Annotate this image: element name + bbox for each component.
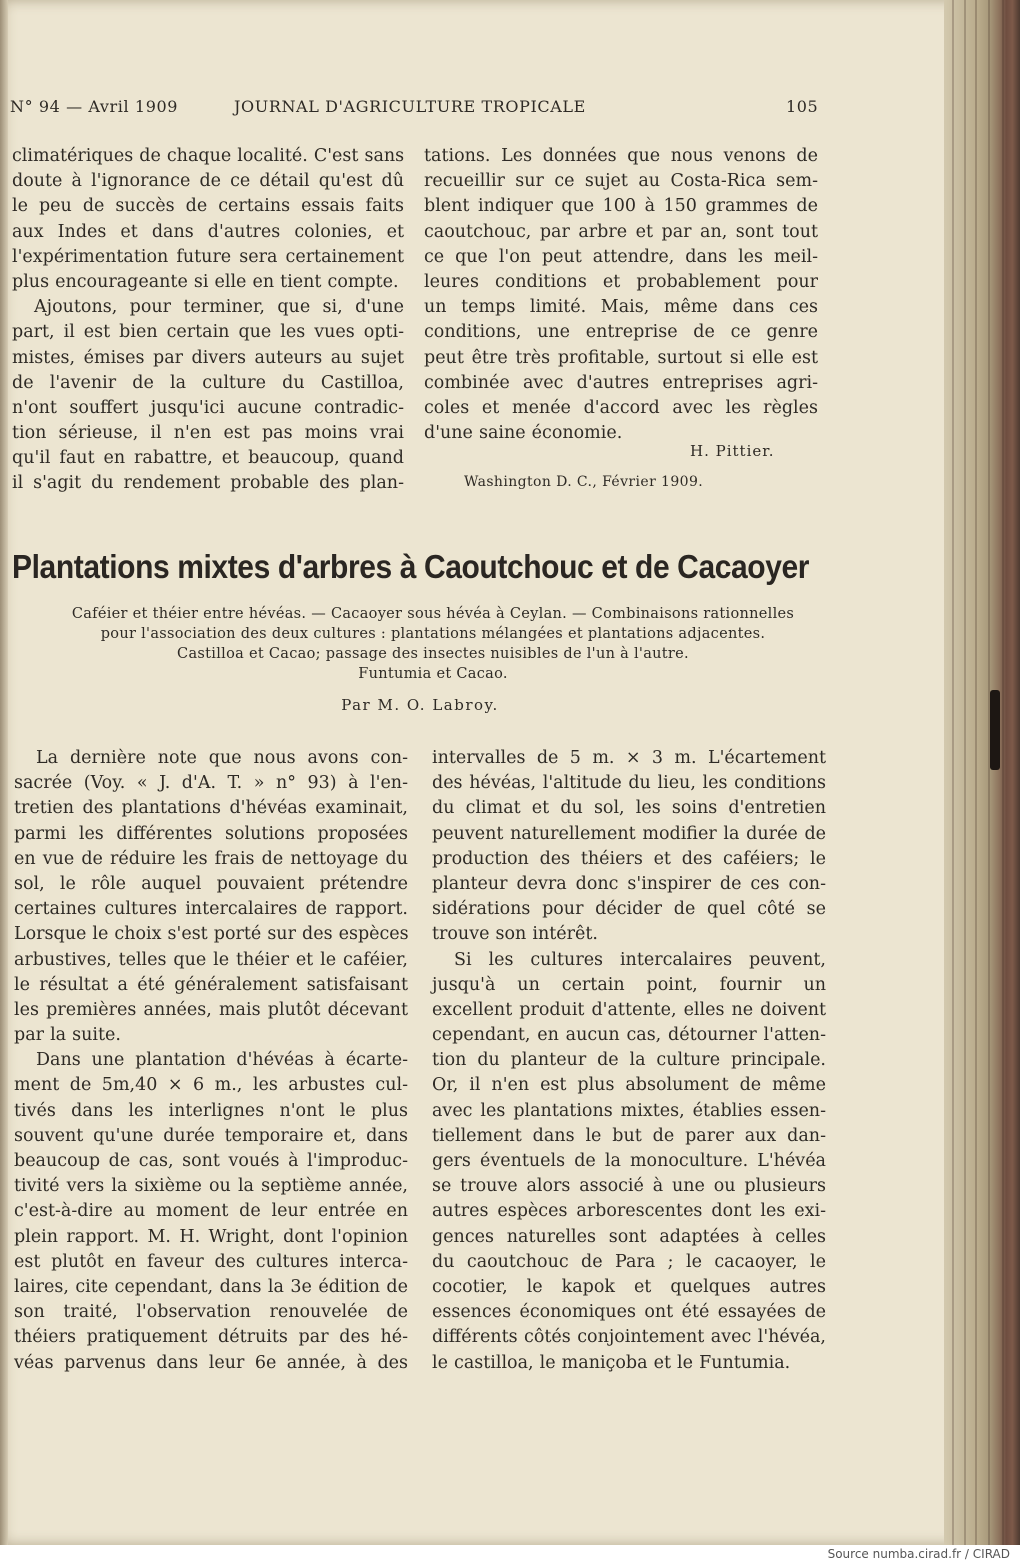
text-line: souvent qu'une durée temporaire et, dans xyxy=(14,1125,408,1146)
text-line: les premières années, mais plutôt décevant xyxy=(14,999,408,1020)
text-line: certaines cultures intercalaires de rapport. xyxy=(14,899,408,920)
body-right-column xyxy=(432,746,826,1376)
text-line: La dernière note que nous avons con- xyxy=(36,748,408,768)
text-line: ce que l'on peut attendre, dans les meil- xyxy=(424,246,818,267)
text-line: combinée avec d'autres entreprises agri- xyxy=(424,372,818,393)
text-line: mistes, émises par divers auteurs au sujet xyxy=(12,347,404,368)
text-line: jusqu'à un certain point, fournir un xyxy=(432,974,826,995)
text-line: le résultat a été généralement satisfaisant xyxy=(14,974,408,995)
text-line: se trouve alors associé à une ou plusieurs xyxy=(432,1176,826,1197)
subtitle-line: Caféier et théier entre hévéas. — Cacaoyer sous hévéa à Ceylan. — Combinaisons rationnelles xyxy=(71,606,795,622)
text-line: planteur devra donc s'inspirer de ces con- xyxy=(432,873,826,894)
text-line: Dans une plantation d'hévéas à écarte- xyxy=(36,1050,408,1071)
text-line: n'ont souffert jusqu'ici aucune contradic- xyxy=(12,397,404,418)
book-edge xyxy=(944,0,1020,1545)
text-line: peuvent naturellement modifier la durée de xyxy=(432,823,826,844)
text-line: tion sérieuse, il n'en est pas moins vrai xyxy=(12,423,404,444)
text-line: il s'agit du rendement probable des plan- xyxy=(12,473,404,494)
text-line: différents côtés conjointement avec l'hévéa, xyxy=(432,1327,826,1348)
text-line: arbustives, telles que le théier et le caféier, xyxy=(14,949,408,970)
top-right-column xyxy=(424,144,818,446)
text-line: tion du planteur de la culture principale. xyxy=(432,1050,826,1071)
text-line: un temps limité. Mais, même dans ces xyxy=(424,297,818,318)
text-line: blent indiquer que 100 à 150 grammes de xyxy=(424,196,818,217)
text-line: son traité, l'observation renouvelée de xyxy=(14,1302,408,1323)
text-line: l'expérimentation future sera certainement xyxy=(12,246,404,267)
journal-title: JOURNAL D'AGRICULTURE TROPICALE xyxy=(234,97,586,116)
text-line: sidérations pour décider de quel côté se xyxy=(432,899,826,920)
text-line: conditions, une entreprise de ce genre xyxy=(424,322,818,343)
issue-label: N° 94 — Avril 1909 xyxy=(10,97,179,116)
text-line: Si les cultures intercalaires peuvent, xyxy=(454,949,826,970)
text-line: de l'avenir de la culture du Castilloa, xyxy=(12,372,404,393)
text-line: c'est-à-dire au moment de leur entrée en xyxy=(14,1201,408,1222)
text-line: beaucoup de cas, sont voués à l'improduc- xyxy=(14,1151,408,1171)
text-line: tretien des plantations d'hévéas examinait, xyxy=(14,798,408,819)
text-line: le peu de succès de certains essais faits xyxy=(12,196,404,217)
text-line: gences naturelles sont adaptées à celles xyxy=(432,1226,826,1247)
subtitle-line: pour l'association des deux cultures : plantations mélangées et plantations adjacentes. xyxy=(100,626,766,642)
text-line: gers éventuels de la monoculture. L'hévéa xyxy=(432,1151,826,1171)
text-line: climatériques de chaque localité. C'est sans xyxy=(12,146,405,166)
text-line: part, il est bien certain que les vues opti- xyxy=(12,322,404,343)
text-line: le castilloa, le maniçoba et le Funtumia. xyxy=(432,1352,791,1373)
subtitle-line: Castilloa et Cacao; passage des insectes nuisibles de l'un à l'autre. xyxy=(177,646,689,662)
text-line: parmi les différentes solutions proposées xyxy=(14,823,408,844)
text-line: laires, cite cependant, dans la 3e édition de xyxy=(14,1276,408,1297)
text-line: sol, le rôle auquel pouvaient prétendre xyxy=(14,873,408,894)
text-line: Or, il n'en est plus absolument de même xyxy=(432,1075,826,1096)
text-line: par la suite. xyxy=(14,1025,121,1046)
author-signature: H. Pittier. xyxy=(690,442,775,460)
text-line: production des théiers et des caféiers; le xyxy=(432,848,826,869)
text-line: autres espèces arborescentes dont les exi- xyxy=(432,1201,826,1222)
text-line: tivité vers la sixième ou la septième année, xyxy=(14,1176,408,1197)
text-line: véas parvenus dans leur 6e année, à des xyxy=(14,1352,408,1373)
text-line: théiers pratiquement détruits par des hé- xyxy=(14,1327,408,1348)
text-line: recueillir sur ce sujet au Costa-Rica sem- xyxy=(424,171,818,192)
text-line: tiellement dans le but de parer aux dan- xyxy=(432,1125,826,1146)
page-number: 105 xyxy=(786,97,819,116)
text-line: plein rapport. M. H. Wright, dont l'opinion xyxy=(14,1226,408,1247)
text-line: avec les plantations mixtes, établies essen- xyxy=(432,1100,826,1121)
text-line: trouve son intérêt. xyxy=(432,924,598,945)
body-left-column xyxy=(14,746,408,1376)
text-line: doute à l'ignorance de ce détail qu'est dû xyxy=(12,171,404,192)
text-line: est plutôt en faveur des cultures interca- xyxy=(14,1251,408,1272)
top-left-column xyxy=(12,144,404,497)
text-line: aux Indes et dans d'autres colonies, et xyxy=(12,221,404,242)
text-line: cependant, en aucun cas, détourner l'atten- xyxy=(432,1025,826,1046)
page-binding-shadow xyxy=(0,0,8,1545)
text-line: sacrée (Voy. « J. d'A. T. » n° 93) à l'en- xyxy=(14,773,408,794)
text-line: cocotier, le kapok et quelques autres xyxy=(432,1276,826,1297)
running-header xyxy=(10,97,818,121)
text-line: intervalles de 5 m. × 3 m. L'écartement xyxy=(432,748,826,768)
text-line: ment de 5m,40 × 6 m., les arbustes cul- xyxy=(14,1075,408,1096)
text-line: en vue de réduire les frais de nettoyage du xyxy=(14,848,408,869)
article-byline: Par M. O. Labroy. xyxy=(341,696,499,714)
text-line: excellent produit d'attente, elles ne doivent xyxy=(432,999,826,1020)
text-line: coles et menée d'accord avec les règles xyxy=(424,397,818,418)
text-line: leures conditions et probablement pour xyxy=(424,271,818,292)
text-line: des hévéas, l'altitude du lieu, les conditions xyxy=(432,773,826,794)
text-line: Ajoutons, pour terminer, que si, d'une xyxy=(34,297,404,318)
text-line: du caoutchouc de Para ; le cacaoyer, le xyxy=(432,1251,826,1272)
text-line: qu'il faut en rabattre, et beaucoup, quand xyxy=(12,448,404,469)
text-line: Lorsque le choix s'est porté sur des espèces xyxy=(14,924,409,945)
source-credit: Source numba.cirad.fr / CIRAD xyxy=(827,1547,1010,1561)
text-line: tations. Les données que nous venons de xyxy=(424,146,818,166)
text-line: plus encourageante si elle en tient compte. xyxy=(12,271,399,292)
text-line: essences économiques ont été essayées de xyxy=(432,1302,826,1323)
binding-clip xyxy=(990,690,1000,770)
text-line: caoutchouc, par arbre et par an, sont tout xyxy=(424,221,818,242)
article-title: Plantations mixtes d'arbres à Caoutchouc et de Cacaoyer xyxy=(12,549,810,586)
text-line: d'une saine économie. xyxy=(424,423,623,444)
text-line: peut être très profitable, surtout si elle est xyxy=(424,347,818,368)
subtitle-line: Funtumia et Cacao. xyxy=(358,666,508,682)
place-date: Washington D. C., Février 1909. xyxy=(464,474,704,490)
text-line: tivés dans les interlignes n'ont le plus xyxy=(14,1100,408,1121)
text-line: du climat et du sol, les soins d'entretien xyxy=(432,798,826,819)
